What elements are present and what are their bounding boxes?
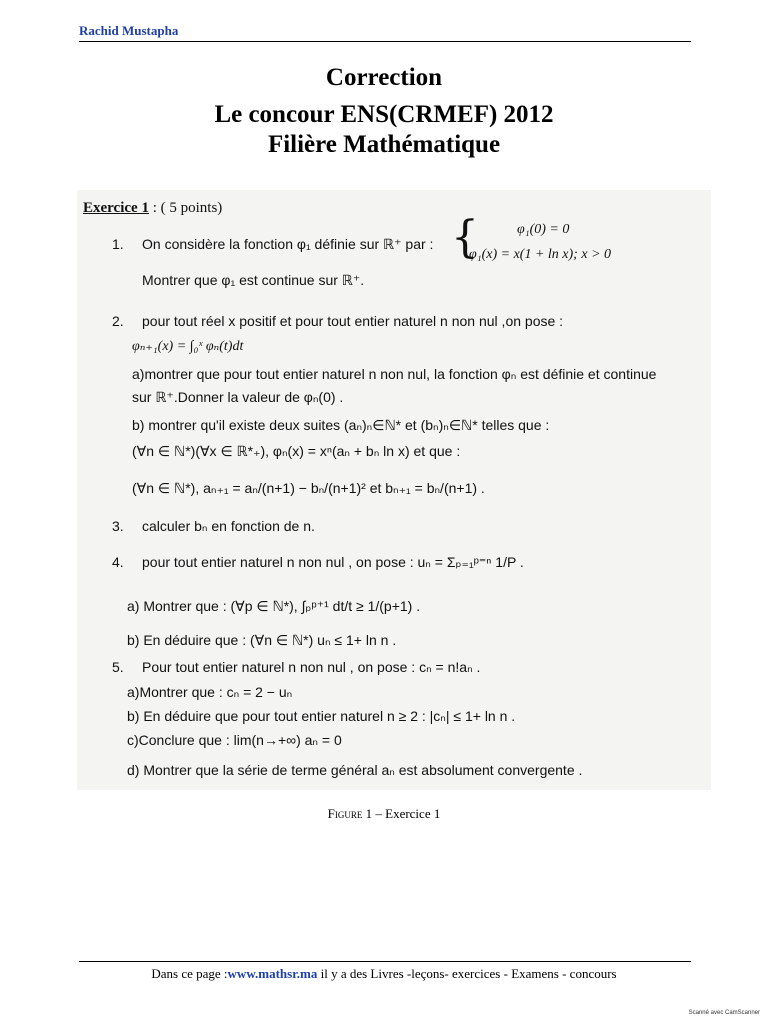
footer-suffix: il y a des Livres -leçons- exercices - Examens - concours bbox=[317, 966, 617, 981]
question-2b-formula-1: (∀n ∈ ℕ*)(∀x ∈ ℝ*₊), φₙ(x) = xⁿ(aₙ + bₙ ln x) et que : bbox=[132, 443, 461, 459]
scanner-watermark: Scanné avec CamScanner bbox=[688, 1010, 760, 1016]
question-text: On considère la fonction φ₁ définie sur ℝ⁺ par : bbox=[142, 236, 434, 252]
question-5c: c)Conclure que : lim(n→+∞) aₙ = 0 bbox=[127, 732, 342, 748]
question-text: pour tout entier naturel n non nul , on pose : uₙ = Σₚ₌₁ᵖ⁼ⁿ 1/P . bbox=[142, 554, 524, 570]
figure-caption bbox=[0, 806, 768, 822]
question-2b-formula-2: (∀n ∈ ℕ*), aₙ₊₁ = aₙ/(n+1) − bₙ/(n+1)² et bₙ₊₁ = bₙ/(n+1) . bbox=[132, 480, 485, 496]
question-text: calculer bₙ en fonction de n. bbox=[142, 518, 315, 534]
question-4 bbox=[112, 554, 524, 571]
question-2a: a)montrer que pour tout entier naturel n non nul, la fonction φₙ est définie et continue bbox=[132, 366, 657, 382]
exercise-title-label: Exercice 1 bbox=[83, 200, 149, 216]
question-5 bbox=[112, 659, 480, 676]
figure-caption-word: Figure bbox=[327, 806, 363, 821]
question-4b: b) En déduire que : (∀n ∈ ℕ*) uₙ ≤ 1+ ln n . bbox=[127, 632, 397, 648]
question-number: 3. bbox=[112, 518, 124, 534]
question-2b: b) montrer qu'il existe deux suites (aₙ)ₙ∈ℕ* et (bₙ)ₙ∈ℕ* telles que : bbox=[132, 417, 550, 433]
question-text: Pour tout entier naturel n non nul , on pose : cₙ = n!aₙ . bbox=[142, 659, 481, 675]
scanned-exercise-figure bbox=[77, 190, 711, 790]
question-number: 5. bbox=[112, 659, 124, 675]
system-line-2: φ₁(x) = x(1 + ln x); x > 0 bbox=[469, 247, 612, 262]
question-text: pour tout réel x positif et pour tout entier naturel n non nul ,on pose : bbox=[142, 313, 564, 329]
question-number: 4. bbox=[112, 554, 124, 570]
question-1-line-b: Montrer que φ₁ est continue sur ℝ⁺. bbox=[142, 272, 365, 288]
title-filiere: Filière Mathématique bbox=[267, 131, 501, 158]
question-3 bbox=[112, 518, 315, 535]
question-2a-continued: sur ℝ⁺.Donner la valeur de φₙ(0) . bbox=[132, 389, 344, 405]
question-2 bbox=[112, 313, 563, 329]
footer-prefix: Dans ce page : bbox=[151, 966, 228, 981]
question-5a: a)Montrer que : cₙ = 2 − uₙ bbox=[127, 684, 293, 700]
question-5b: b) En déduire que pour tout entier naturel n ≥ 2 : |cₙ| ≤ 1+ ln n . bbox=[127, 708, 516, 724]
system-brace: { bbox=[451, 212, 479, 263]
footer bbox=[0, 966, 768, 982]
exercise-title-points: : ( 5 points) bbox=[148, 200, 223, 216]
header-rule bbox=[79, 41, 691, 42]
title-correction: Correction bbox=[325, 64, 443, 91]
question-number: 1. bbox=[112, 236, 124, 252]
system-line-1: φ₁(0) = 0 bbox=[517, 222, 570, 237]
question-number: 2. bbox=[112, 313, 124, 329]
question-1 bbox=[112, 236, 433, 253]
author-name: Rachid Mustapha bbox=[79, 23, 179, 38]
question-2-formula: φₙ₊₁(x) = ∫₀ˣ φₙ(t)dt bbox=[132, 339, 244, 354]
question-5d: d) Montrer que la série de terme général aₙ est absolument convergente . bbox=[127, 762, 583, 778]
footer-rule bbox=[79, 961, 691, 962]
exercise-title bbox=[83, 200, 222, 217]
question-4a: a) Montrer que : (∀p ∈ ℕ*), ∫ₚᵖ⁺¹ dt/t ≥ 1/(p+1) . bbox=[127, 598, 421, 614]
title-concours: Le concour ENS(CRMEF) 2012 bbox=[214, 101, 554, 128]
figure-caption-text: 1 – Exercice 1 bbox=[362, 806, 441, 821]
footer-link[interactable]: www.mathsr.ma bbox=[227, 966, 318, 981]
